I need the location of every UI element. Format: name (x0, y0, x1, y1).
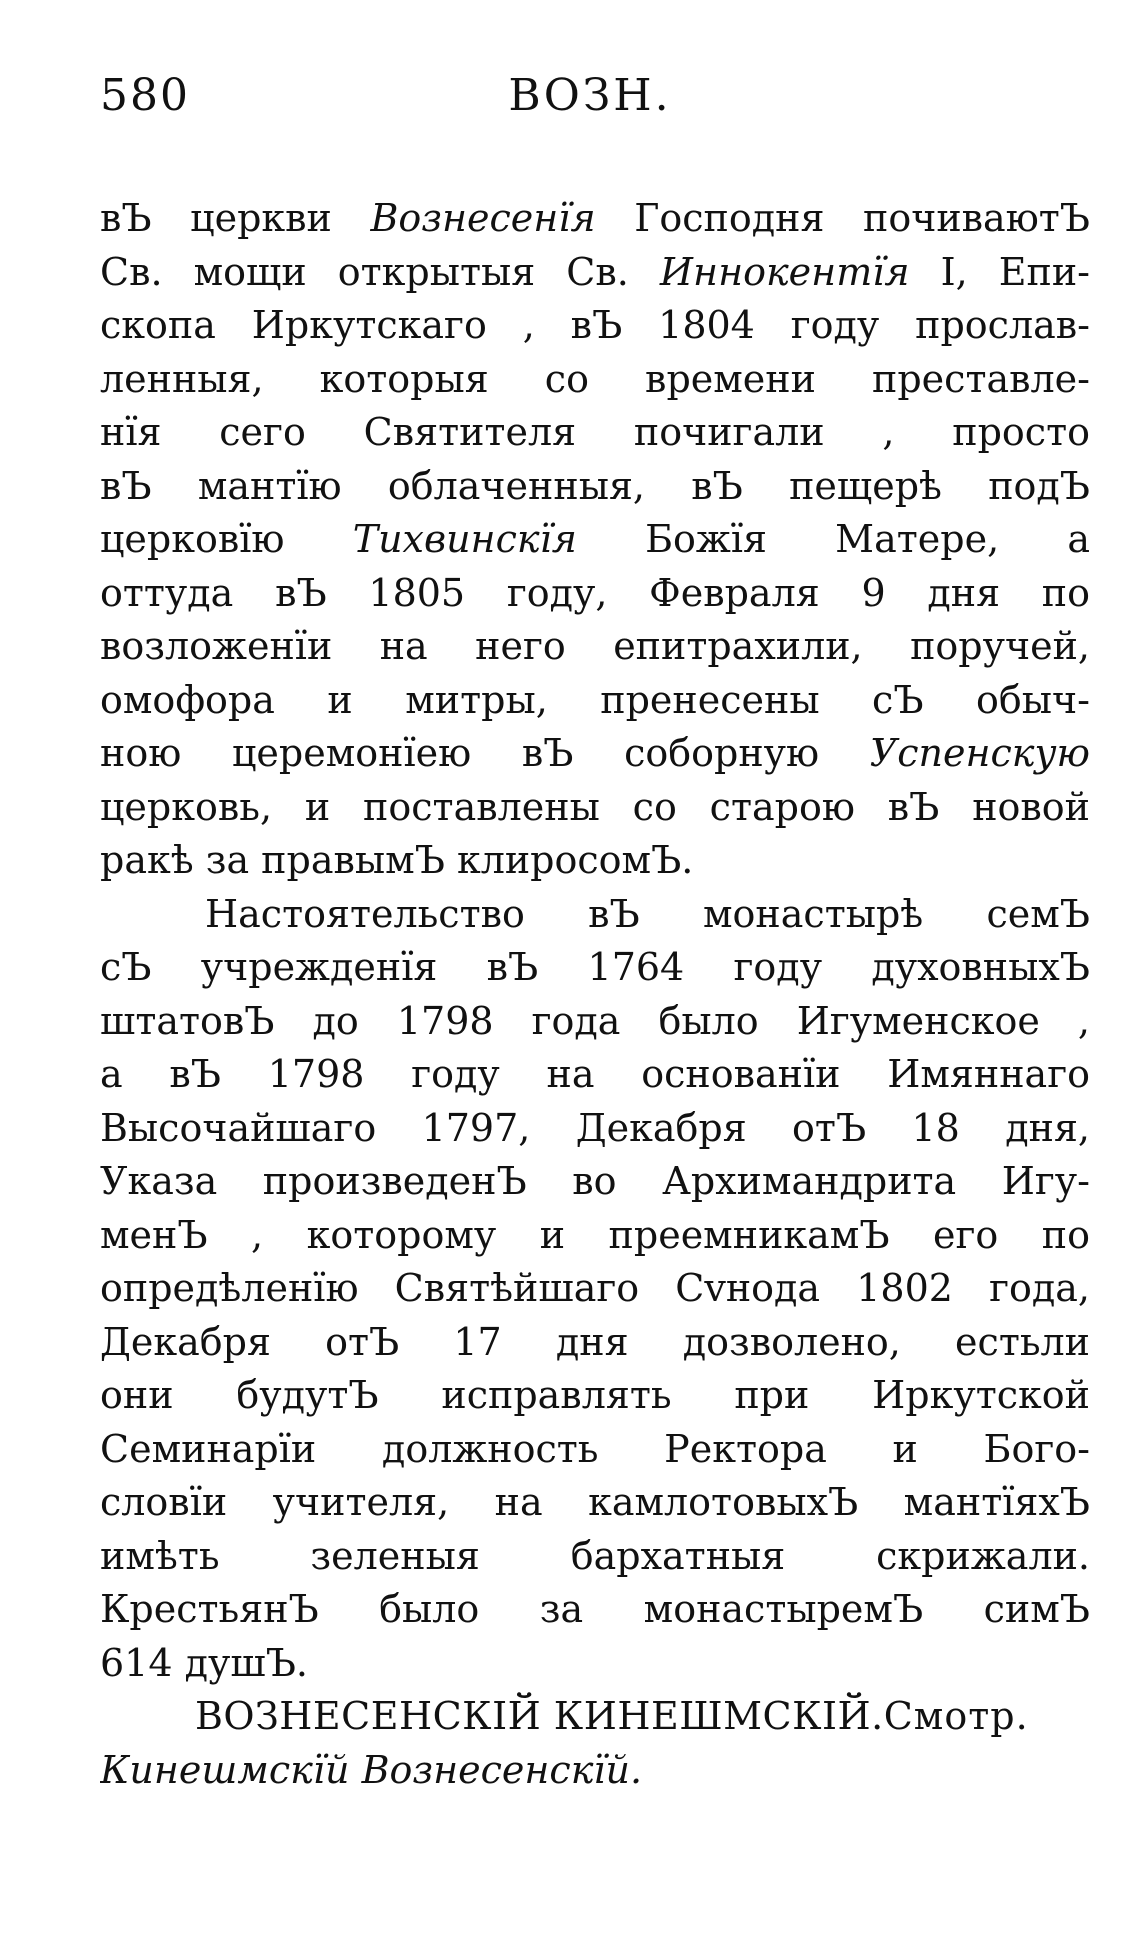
body-text (100, 192, 1090, 1797)
text-run: омофора и митры, пренесены сЪ обыч- (100, 677, 1090, 722)
text-line (100, 406, 1090, 460)
text-line (100, 620, 1090, 674)
text-run: словїи учителя, на камлотовыхЪ мантїяхЪ (100, 1480, 1090, 1524)
text-line (100, 1530, 1090, 1584)
text-run: ленныя, которыя со времени преставле- (100, 356, 1090, 401)
see-reference-label: Смотр. (883, 1694, 1029, 1738)
text-line (100, 299, 1090, 353)
text-run: Св. мощи открытыя Св. (100, 249, 660, 294)
text-line (100, 192, 1090, 246)
italic-name: Тихвинскїя (352, 517, 577, 561)
paragraph-2 (100, 888, 1090, 1691)
entry-reference: Кинешмскїй Вознесенскїй. (100, 1747, 643, 1792)
text-line (100, 246, 1090, 300)
text-line (100, 1583, 1090, 1637)
text-run: вЪ церкви (100, 196, 371, 240)
text-line (100, 353, 1090, 407)
text-line (100, 888, 1090, 942)
text-run: Божїя Матере, а (576, 517, 1090, 561)
text-run: вЪ мантїю облаченныя, вЪ пещерѣ подЪ (100, 463, 1090, 508)
text-run: Декабря отЪ 17 дня дозволено, естьли (100, 1319, 1090, 1364)
text-run: Господня почиваютЪ (595, 196, 1090, 240)
text-run: нїя сего Святителя почигали , просто (100, 410, 1090, 454)
text-line (100, 1476, 1090, 1530)
text-run: оттуда вЪ 1805 году, Февраля 9 дня по (100, 570, 1090, 615)
italic-name: Успенскую (869, 731, 1090, 775)
paragraph-1 (100, 192, 1090, 888)
text-line (100, 834, 1090, 888)
text-line (100, 995, 1090, 1049)
italic-name: Иннокентїя (659, 249, 910, 294)
entry-heading-line (100, 1690, 1090, 1744)
text-run: церковїю (100, 517, 353, 561)
text-run: возложенїи на него епитрахили, поручей, (100, 624, 1090, 668)
text-run: опредѣленїю Святѣйшаго Сvнода 1802 года, (100, 1266, 1090, 1310)
text-run: ною церемонїею вЪ соборную (100, 731, 870, 775)
text-line (100, 1637, 1090, 1691)
text-run: штатовЪ до 1798 года было Игуменское , (100, 998, 1090, 1043)
text-run: а вЪ 1798 году на основанїи Имяннаго (100, 1052, 1090, 1096)
text-run: скопа Иркутскаго , вЪ 1804 году прослав- (100, 303, 1090, 347)
text-run: Семинарїи должность Ректора и Бого- (100, 1426, 1090, 1471)
text-line (100, 1102, 1090, 1156)
text-run: имѣть зеленыя бархатныя скрижали. (100, 1533, 1090, 1578)
entry-heading: ВОЗНЕСЕНСКІЙ КИНЕШМСКІЙ. (195, 1694, 884, 1738)
running-head: ВОЗН. (508, 70, 672, 121)
text-line (100, 941, 1090, 995)
page-number: 580 (100, 70, 190, 121)
text-line (100, 1209, 1090, 1263)
page-header (100, 70, 1080, 140)
entry-reference-line (100, 1744, 1090, 1798)
text-run: они будутЪ исправлять при Иркутской (100, 1373, 1090, 1417)
text-run: Настоятельство вЪ монастырѣ семЪ (205, 891, 1090, 936)
text-run: КрестьянЪ было за монастыремЪ симЪ (100, 1587, 1090, 1631)
text-line (100, 1262, 1090, 1316)
text-run: менЪ , которому и преемникамЪ его по (100, 1212, 1090, 1257)
text-line (100, 781, 1090, 835)
text-run: Указа произведенЪ во Архимандрита Игу- (100, 1159, 1090, 1203)
text-line (100, 460, 1090, 514)
text-run: 614 душЪ. (100, 1640, 308, 1685)
italic-name: Вознесенїя (370, 196, 596, 240)
text-run: сЪ учрежденїя вЪ 1764 году духовныхЪ (100, 945, 1090, 989)
text-line (100, 567, 1090, 621)
text-line (100, 1155, 1090, 1209)
text-line (100, 1369, 1090, 1423)
text-line (100, 513, 1090, 567)
text-line (100, 674, 1090, 728)
text-run: церковь, и поставлены со старою вЪ новой (100, 784, 1090, 829)
text-run: I, Епи- (909, 249, 1090, 294)
text-run: ракѣ за правымЪ клиросомЪ. (100, 838, 694, 882)
text-line (100, 1316, 1090, 1370)
text-line (100, 1423, 1090, 1477)
text-run: Высочайшаго 1797, Декабря отЪ 18 дня, (100, 1105, 1090, 1150)
text-line (100, 727, 1090, 781)
text-line (100, 1048, 1090, 1102)
